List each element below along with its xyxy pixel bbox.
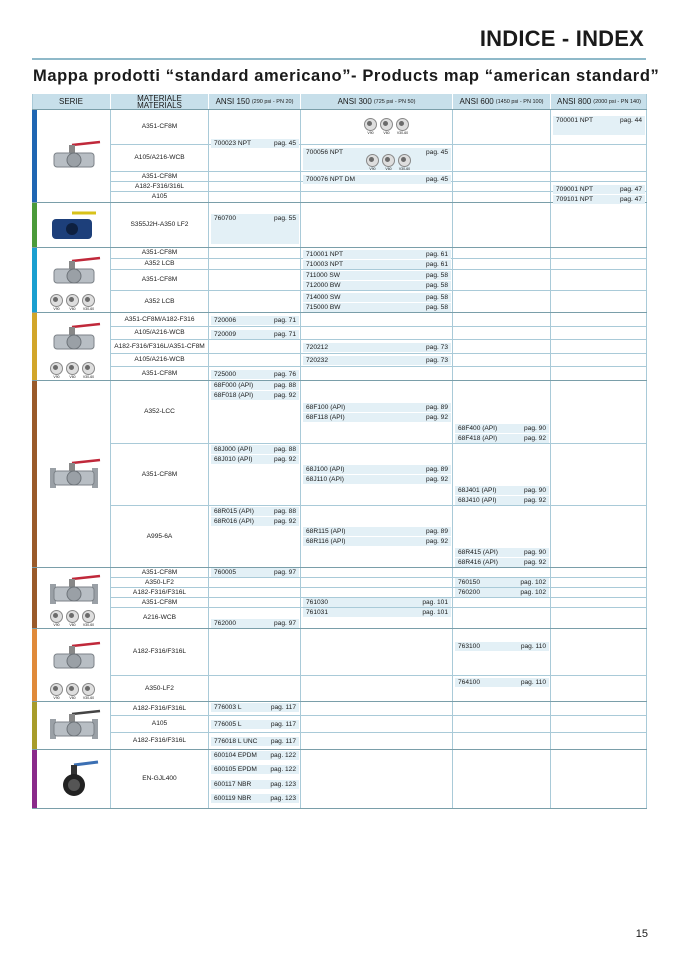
column-divider bbox=[300, 109, 301, 808]
product-color-band bbox=[32, 110, 37, 202]
catalog-entry bbox=[211, 330, 299, 339]
product-color-band bbox=[32, 248, 37, 312]
seat-options bbox=[50, 362, 95, 379]
entry-code: 600105 EPDM bbox=[214, 766, 257, 773]
entry-page[interactable]: pag. 117 bbox=[270, 738, 296, 745]
entry-page[interactable]: pag. 47 bbox=[620, 196, 642, 203]
catalog-entry bbox=[211, 780, 299, 789]
material-cell: A105 bbox=[151, 720, 168, 727]
material-cell: A182-F316/F316L bbox=[132, 704, 187, 712]
material-cell: A182-F316/F316L bbox=[132, 588, 187, 596]
disc-icon bbox=[366, 154, 379, 171]
product-color-band bbox=[32, 381, 37, 567]
valve-icon bbox=[44, 252, 104, 297]
column-header-ansi300: ANSI 300 (725 psi - PN 50) bbox=[301, 94, 453, 109]
entry-page[interactable]: pag. 110 bbox=[520, 679, 546, 686]
material-cell: A350-LF2 bbox=[145, 578, 174, 586]
disc-label: V60 bbox=[69, 623, 76, 627]
entry-page[interactable]: pag. 92 bbox=[426, 538, 448, 545]
entry-code: 760200 bbox=[458, 589, 481, 596]
catalog-entry bbox=[211, 568, 299, 577]
catalog-entry bbox=[303, 527, 451, 536]
entry-code: 761031 bbox=[306, 609, 329, 616]
material-cell: S355J2H-A350 LF2 bbox=[130, 221, 189, 228]
material-cell: EN-GJL400 bbox=[142, 775, 177, 782]
entry-page[interactable]: pag. 92 bbox=[524, 559, 546, 566]
entry-page[interactable]: pag. 92 bbox=[274, 456, 296, 463]
column-divider bbox=[550, 109, 551, 808]
disc-icon bbox=[82, 362, 95, 379]
material-cell: A351-CF8M bbox=[141, 470, 178, 478]
catalog-entry bbox=[303, 465, 451, 474]
entry-code: 711000 SW bbox=[306, 272, 340, 279]
catalog-entry bbox=[211, 794, 299, 803]
entry-code: 712000 BW bbox=[306, 282, 341, 289]
disc-icon bbox=[50, 610, 63, 627]
entry-page[interactable]: pag. 122 bbox=[270, 752, 296, 759]
material-cell: A105/A216-WCB bbox=[134, 154, 185, 161]
product-color-band bbox=[32, 750, 37, 808]
entry-page[interactable]: pag. 58 bbox=[426, 272, 448, 279]
entry-page[interactable]: pag. 88 bbox=[274, 446, 296, 453]
catalog-entry bbox=[211, 720, 299, 729]
catalog-entry bbox=[303, 403, 451, 412]
catalog-entry bbox=[211, 445, 299, 454]
entry-page[interactable]: pag. 89 bbox=[426, 466, 448, 473]
entry-page[interactable]: pag. 73 bbox=[426, 344, 448, 351]
entry-code: 776003 L bbox=[214, 704, 242, 711]
catalog-entry bbox=[455, 588, 549, 597]
catalog-entry bbox=[211, 619, 299, 628]
seat-options bbox=[50, 610, 95, 627]
disc-icon bbox=[50, 683, 63, 700]
entry-code: 68F100 (API) bbox=[306, 404, 346, 411]
entry-code: 725000 bbox=[214, 371, 237, 378]
product-color-band bbox=[32, 568, 37, 628]
column-header-ansi150: ANSI 150 (290 psi - PN 20) bbox=[209, 94, 301, 109]
entry-code: 68R415 (API) bbox=[458, 549, 498, 556]
valve-icon bbox=[44, 759, 104, 804]
entry-code: 700023 NPT bbox=[214, 140, 252, 147]
disc-label: V30-60 bbox=[82, 696, 95, 700]
catalog-entry bbox=[211, 381, 299, 390]
entry-page[interactable]: pag. 101 bbox=[422, 609, 448, 616]
entry-page[interactable]: pag. 58 bbox=[426, 282, 448, 289]
catalog-entry bbox=[455, 548, 549, 557]
catalog-entry bbox=[553, 185, 645, 194]
valve-icon bbox=[44, 705, 104, 750]
entry-code: 710001 NPT bbox=[306, 251, 344, 258]
catalog-entry bbox=[211, 765, 299, 774]
catalog-entry bbox=[553, 116, 645, 135]
entry-code: 68J410 (API) bbox=[458, 497, 497, 504]
material-cell: A351-CF8M bbox=[141, 568, 178, 576]
entry-page[interactable]: pag. 92 bbox=[524, 497, 546, 504]
disc-icon bbox=[50, 294, 63, 311]
material-cell: A216-WCB bbox=[143, 614, 176, 621]
catalog-entry bbox=[211, 737, 299, 746]
catalog-entry bbox=[303, 271, 451, 280]
entry-page[interactable]: pag. 92 bbox=[524, 435, 546, 442]
disc-label: V60 bbox=[383, 131, 390, 135]
catalog-entry bbox=[455, 642, 549, 651]
catalog-entry bbox=[303, 281, 451, 290]
entry-page[interactable]: pag. 92 bbox=[274, 392, 296, 399]
disc-label: V60 bbox=[69, 307, 76, 311]
catalog-entry bbox=[211, 751, 299, 760]
catalog-entry bbox=[211, 214, 299, 244]
catalog-entry bbox=[303, 293, 451, 302]
entry-code: 763100 bbox=[458, 643, 481, 650]
entry-code: 714000 SW bbox=[306, 294, 341, 301]
valve-icon bbox=[44, 570, 104, 615]
entry-code: 68R015 (API) bbox=[214, 508, 254, 515]
entry-code: 760700 bbox=[214, 215, 237, 222]
entry-page[interactable]: pag. 88 bbox=[274, 382, 296, 389]
entry-page[interactable]: pag. 45 bbox=[426, 149, 448, 156]
entry-code: 776005 L bbox=[214, 721, 242, 728]
disc-icon bbox=[82, 294, 95, 311]
entry-code: 68F418 (API) bbox=[458, 435, 498, 442]
entry-code: 700001 NPT bbox=[556, 117, 594, 124]
entry-page[interactable]: pag. 44 bbox=[620, 117, 642, 124]
catalog-entry bbox=[211, 517, 299, 526]
entry-page[interactable]: pag. 61 bbox=[426, 251, 448, 258]
entry-page[interactable]: pag. 102 bbox=[520, 579, 546, 586]
product-color-band bbox=[32, 629, 37, 701]
entry-code: 68J000 (API) bbox=[214, 446, 253, 453]
disc-label: V60 bbox=[385, 167, 392, 171]
entry-code: 760150 bbox=[458, 579, 481, 586]
entry-code: 720212 bbox=[306, 344, 329, 351]
material-cell: A182-F316/316L bbox=[134, 182, 185, 190]
column-header-ansi800: ANSI 800 (2000 psi - PN 140) bbox=[551, 94, 647, 109]
disc-label: V90 bbox=[53, 696, 60, 700]
disc-icon bbox=[66, 610, 79, 627]
entry-code: 700076 NPT DM bbox=[306, 176, 355, 183]
entry-code: 68J110 (API) bbox=[306, 476, 344, 483]
catalog-entry bbox=[211, 139, 299, 148]
valve-icon bbox=[44, 205, 104, 250]
catalog-entry bbox=[303, 537, 451, 546]
catalog-entry bbox=[455, 486, 549, 495]
material-cell: A351-CF8M bbox=[141, 598, 178, 606]
entry-page[interactable]: pag. 92 bbox=[274, 518, 296, 525]
disc-label: V90 bbox=[53, 375, 60, 379]
catalog-entry bbox=[303, 598, 451, 607]
entry-code: 720232 bbox=[306, 357, 329, 364]
material-cell: A352 LCB bbox=[144, 297, 175, 305]
valve-icon bbox=[44, 454, 104, 499]
catalog-entry bbox=[553, 195, 645, 204]
valve-icon bbox=[44, 318, 104, 363]
material-cell: A351-CF8M bbox=[141, 276, 178, 283]
entry-code: 68F000 (API) bbox=[214, 382, 254, 389]
page-number: 15 bbox=[635, 928, 648, 940]
catalog-entry bbox=[211, 391, 299, 400]
entry-code: 709001 NPT bbox=[556, 186, 594, 193]
entry-page[interactable]: pag. 61 bbox=[426, 261, 448, 268]
material-cell: A350-LF2 bbox=[145, 684, 174, 692]
seat-options bbox=[366, 154, 411, 171]
entry-page[interactable]: pag. 90 bbox=[524, 425, 546, 432]
entry-code: 761030 bbox=[306, 599, 329, 606]
entry-page[interactable]: pag. 73 bbox=[426, 357, 448, 364]
entry-page[interactable]: pag. 92 bbox=[426, 476, 448, 483]
catalog-entry bbox=[211, 455, 299, 464]
catalog-entry bbox=[211, 316, 299, 325]
material-cell: A105 bbox=[151, 193, 168, 200]
column-divider bbox=[208, 109, 209, 808]
disc-label: V90 bbox=[53, 623, 60, 627]
entry-code: 715000 BW bbox=[306, 304, 341, 311]
entry-code: 720009 bbox=[214, 331, 237, 338]
column-header-materials: MATERIALE MATERIALS bbox=[111, 94, 209, 109]
disc-label: V60 bbox=[69, 375, 76, 379]
entry-code: 68J401 (API) bbox=[458, 487, 497, 494]
disc-icon bbox=[82, 683, 95, 700]
entry-code: 700056 NPT bbox=[306, 149, 344, 156]
entry-page[interactable]: pag. 58 bbox=[426, 294, 448, 301]
entry-page[interactable]: pag. 117 bbox=[270, 704, 296, 711]
entry-page[interactable]: pag. 47 bbox=[620, 186, 642, 193]
disc-label: V60 bbox=[69, 696, 76, 700]
catalog-entry bbox=[455, 496, 549, 505]
disc-label: V30-60 bbox=[82, 307, 95, 311]
disc-label: V30-60 bbox=[398, 167, 411, 171]
entry-code: 710003 NPT bbox=[306, 261, 344, 268]
column-header-ansi600: ANSI 600 (1450 psi - PN 100) bbox=[453, 94, 551, 109]
material-cell: A352-LCC bbox=[144, 408, 175, 415]
disc-icon bbox=[50, 362, 63, 379]
catalog-entry bbox=[211, 370, 299, 379]
catalog-entry bbox=[303, 250, 451, 259]
disc-icon bbox=[364, 118, 377, 135]
entry-code: 760005 bbox=[214, 569, 237, 576]
disc-icon bbox=[66, 362, 79, 379]
catalog-entry bbox=[455, 434, 549, 443]
entry-code: 720006 bbox=[214, 317, 237, 324]
entry-page[interactable]: pag. 45 bbox=[426, 176, 448, 183]
disc-icon bbox=[396, 118, 409, 135]
entry-page[interactable]: pag. 97 bbox=[274, 620, 296, 627]
material-cell: A995-6A bbox=[146, 532, 173, 540]
entry-page[interactable]: pag. 90 bbox=[524, 487, 546, 494]
entry-page[interactable]: pag. 110 bbox=[520, 643, 546, 650]
catalog-entry bbox=[303, 356, 451, 365]
entry-code: 68J100 (API) bbox=[306, 466, 345, 473]
disc-label: V90 bbox=[53, 307, 60, 311]
material-cell: A182-F316/F316L bbox=[132, 737, 187, 744]
entry-page[interactable]: pag. 102 bbox=[520, 589, 546, 596]
disc-icon bbox=[380, 118, 393, 135]
catalog-entry bbox=[211, 703, 299, 712]
page-title: INDICE - INDEX bbox=[479, 26, 644, 51]
material-cell: A351-CF8M bbox=[141, 172, 178, 180]
entry-code: 68R116 (API) bbox=[306, 538, 346, 545]
group-divider bbox=[32, 808, 647, 809]
entry-code: 600119 NBR bbox=[214, 795, 252, 802]
disc-label: V90 bbox=[367, 131, 374, 135]
entry-code: 68F018 (API) bbox=[214, 392, 254, 399]
entry-code: 68F118 (API) bbox=[306, 414, 345, 421]
material-cell: A351-CF8M/A182-F316 bbox=[124, 315, 195, 323]
material-cell: A105/A216-WCB bbox=[134, 356, 185, 363]
catalog-entry bbox=[455, 558, 549, 567]
entry-page[interactable]: pag. 55 bbox=[274, 215, 296, 222]
material-cell: A351-CF8M bbox=[141, 369, 178, 377]
entry-page[interactable]: pag. 89 bbox=[426, 404, 448, 411]
valve-icon bbox=[44, 136, 104, 181]
entry-code: 762000 bbox=[214, 620, 237, 627]
disc-icon bbox=[66, 683, 79, 700]
entry-code: 68J010 (API) bbox=[214, 456, 253, 463]
column-header-serie: SERIE bbox=[32, 94, 111, 109]
product-color-band bbox=[32, 203, 37, 247]
entry-page[interactable]: pag. 97 bbox=[274, 569, 296, 576]
material-cell: A182-F316/F316L/A351-CF8M bbox=[114, 342, 205, 350]
material-cell: A351-CF8M bbox=[141, 249, 178, 256]
catalog-entry bbox=[303, 260, 451, 269]
entry-code: 68R016 (API) bbox=[214, 518, 254, 525]
material-cell: A105/A216-WCB bbox=[134, 329, 185, 336]
catalog-entry bbox=[303, 413, 451, 422]
page-subtitle: Mappa prodotti “standard americano”- Products map “american standard” bbox=[33, 67, 660, 85]
entry-code: 764100 bbox=[458, 679, 481, 686]
entry-page[interactable]: pag. 71 bbox=[274, 317, 296, 324]
entry-page[interactable]: pag. 122 bbox=[270, 766, 296, 773]
product-color-band bbox=[32, 313, 37, 380]
entry-code: 600104 EPDM bbox=[214, 752, 257, 759]
catalog-entry bbox=[303, 343, 451, 352]
disc-icon bbox=[382, 154, 395, 171]
catalog-entry bbox=[303, 303, 451, 312]
entry-page[interactable]: pag. 92 bbox=[426, 414, 448, 421]
entry-code: 68R416 (API) bbox=[458, 559, 498, 566]
entry-page[interactable]: pag. 90 bbox=[524, 549, 546, 556]
disc-label: V30-60 bbox=[82, 375, 95, 379]
catalog-entry bbox=[303, 475, 451, 484]
header-rule bbox=[32, 58, 646, 60]
seat-options bbox=[364, 118, 409, 135]
entry-page[interactable]: pag. 71 bbox=[274, 331, 296, 338]
entry-code: 68F400 (API) bbox=[458, 425, 498, 432]
entry-page[interactable]: pag. 58 bbox=[426, 304, 448, 311]
entry-code: 68R115 (API) bbox=[306, 528, 346, 535]
entry-page[interactable]: pag. 76 bbox=[274, 371, 296, 378]
entry-page[interactable]: pag. 123 bbox=[270, 795, 296, 802]
entry-page[interactable]: pag. 117 bbox=[270, 721, 296, 728]
products-map-table bbox=[32, 94, 647, 808]
disc-icon bbox=[398, 154, 411, 171]
material-cell: A182-F316/F316L bbox=[132, 648, 187, 655]
valve-icon bbox=[44, 637, 104, 682]
seat-options bbox=[50, 294, 95, 311]
column-divider bbox=[452, 109, 453, 808]
disc-label: V30-60 bbox=[396, 131, 409, 135]
entry-page[interactable]: pag. 88 bbox=[274, 508, 296, 515]
entry-page[interactable]: pag. 123 bbox=[270, 781, 296, 788]
disc-label: V30-60 bbox=[82, 623, 95, 627]
disc-label: V90 bbox=[369, 167, 376, 171]
material-cell: A351-CF8M bbox=[141, 123, 178, 130]
catalog-entry bbox=[455, 424, 549, 433]
entry-code: 600117 NBR bbox=[214, 781, 252, 788]
entry-page[interactable]: pag. 45 bbox=[274, 140, 296, 147]
material-cell: A352 LCB bbox=[144, 260, 175, 267]
catalog-entry bbox=[303, 608, 451, 617]
entry-code: 776018 L UNC bbox=[214, 738, 258, 745]
product-color-band bbox=[32, 702, 37, 749]
catalog-entry bbox=[303, 175, 451, 184]
catalog-entry bbox=[211, 507, 299, 516]
seat-options bbox=[50, 683, 95, 700]
entry-page[interactable]: pag. 101 bbox=[422, 599, 448, 606]
catalog-entry bbox=[455, 678, 549, 687]
entry-page[interactable]: pag. 89 bbox=[426, 528, 448, 535]
entry-code: 709101 NPT bbox=[556, 196, 594, 203]
catalog-entry bbox=[455, 578, 549, 587]
disc-icon bbox=[82, 610, 95, 627]
disc-icon bbox=[66, 294, 79, 311]
